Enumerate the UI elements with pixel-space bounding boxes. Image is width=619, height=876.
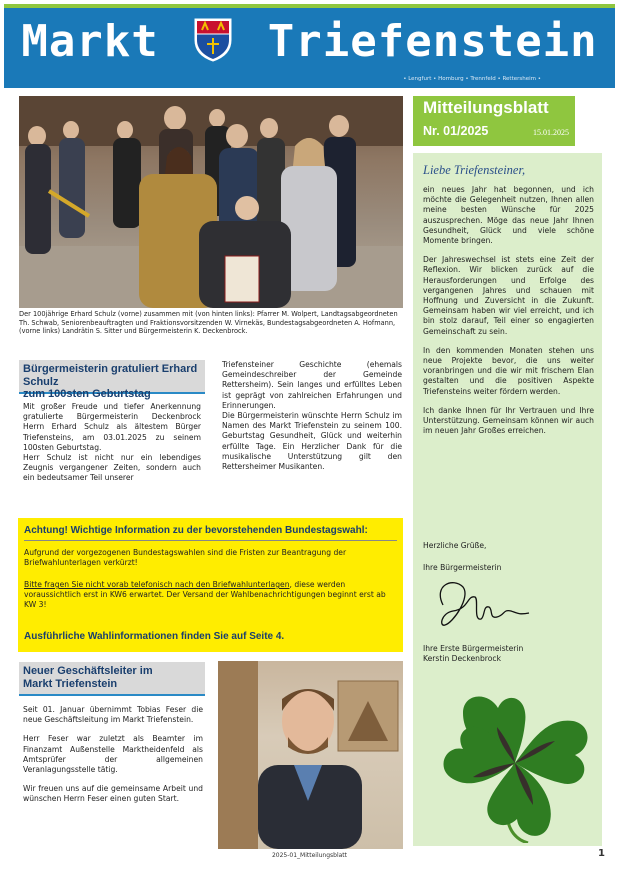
article2-headline-line: Neuer Geschäftsleiter im: [23, 665, 153, 677]
article2-body: [23, 705, 203, 814]
mayor-letter: [413, 153, 602, 846]
article1-paragraph: Mit großer Freude und tiefer Anerkennung gratulierte Bürgermeisterin Deckenbrock Herrn Erhard Schulz als ältestem Bürger Triefensteins, am 03.01.2025 zu seinem 100sten Geburtstag.: [23, 402, 201, 452]
warning-underlined-text: Bitte fragen Sie nicht vorab telefonisch nach den Briefwahlunterlagen: [24, 580, 290, 589]
masthead-green-line: [4, 4, 615, 8]
article2-headline: [19, 662, 205, 696]
election-warning-box: [18, 518, 403, 652]
warning-headline: Achtung! Wichtige Information zu der bevorstehenden Bundestagswahl:: [24, 525, 368, 536]
issue-date: 15.01.2025: [533, 128, 569, 137]
coat-of-arms-icon: [192, 16, 234, 62]
article1-headline: [19, 360, 205, 400]
warning-text: , diese werden voraussichtlich erst in KW6 erwartet. Der Versand der Wahlbenachrichtigungen beginnt erst ab KW 3!: [24, 580, 386, 610]
article1-headline-line: Bürgermeisterin gratuliert Erhard Schulz: [23, 363, 198, 388]
letter-closing: Herzliche Grüße,: [423, 541, 487, 550]
warning-divider: [24, 540, 397, 541]
letter-sign-title: Ihre Bürgermeisterin: [423, 563, 502, 572]
article1-paragraph: Triefensteiner Geschichte (ehemals Gemeindeschreiber der Gemeinde Rettersheim). Sein langes und erfülltes Leben ist geprägt von zahlreichen Erfahrungen und Erinnerungen.: [222, 360, 402, 410]
photo-caption: Der 100jährige Erhard Schulz (vorne) zusammen mit (von hinten links): Pfarrer M. Wolpert, Landtagsabgeordneten Th. Schwab, Seniorenbeauftragten und Fraktionsvorsitzenden W. Virnekäs, Bundestagsabgeordneten A. Hofmann, (vorne links) Landrätin S. Sitter und Bürgermeisterin K. Deckenbrock.: [19, 310, 398, 336]
letter-greeting: Liebe Triefensteiner,: [423, 163, 526, 177]
issue-number: Nr. 01/2025: [423, 124, 489, 138]
warning-paragraph: Aufgrund der vorgezogenen Bundestagswahlen sind die Fristen zur Beantragung der Briefwahlunterlagen verkürzt!: [24, 548, 347, 568]
masthead-title: [4, 16, 615, 67]
article1-headline-line: zum 100sten Geburtstag: [23, 388, 151, 400]
warning-reference: Ausführliche Wahlinformationen finden Sie auf Seite 4.: [24, 631, 285, 642]
article1-paragraph: Die Bürgermeisterin wünschte Herrn Schulz im Namen des Markt Triefenstein zu seinem 100. Geburtstag Gesundheit, Glück und weiterhin erfüllte Tage. Ein Herzlicher Dank für die musikalische Unterstützung gilt den Rettersheimer Musikanten.: [222, 411, 402, 472]
article2-headline-line: Markt Triefenstein: [23, 677, 118, 690]
title-left: Markt: [21, 16, 159, 67]
letter-paragraph: Der Jahreswechsel ist stets eine Zeit der Reflexion. Wir blicken zurück auf die Herausforderungen und Erfolge des vergangenen Jahres und schauen mit Hoffnung und Zuversicht in die Zukunft. Gemeinsam haben wir viel erreicht, und ich bin stolz darauf, Teil einer so engagierten Gemeinschaft zu sein.: [423, 255, 594, 336]
portrait-illustration: [218, 661, 403, 849]
article2-paragraph: Wir freuen uns auf die gemeinsame Arbeit und wünschen Herrn Feser einen guten Start.: [23, 784, 203, 804]
letter-sign-role: Ihre Erste Bürgermeisterin: [423, 644, 524, 653]
group-photo-illustration: [19, 96, 403, 308]
article2-paragraph: Seit 01. Januar übernimmt Tobias Feser die neue Geschäftsleitung im Markt Triefenstein.: [23, 705, 203, 725]
article1-column-right: [222, 360, 402, 481]
letter-paragraph: In den kommenden Monaten stehen uns neue Projekte bevor, die uns weiter voranbringen und die wir mit frischem Elan gestalten und die positiven Aspekte Triefensteins weiter fördern werden.: [423, 345, 594, 396]
signature-icon: [423, 575, 533, 633]
footer-filename: 2025-01_Mitteilungsblatt: [271, 852, 348, 859]
letter-paragraph: ein neues Jahr hat begonnen, und ich möchte die Gelegenheit nutzen, Ihnen allen meine besten Wünsche für 2025 auszusprechen. Möge das neue Jahr Ihnen Gesundheit, Glück und viele schöne Momente bringen.: [423, 185, 594, 246]
article1-paragraph: Herr Schulz ist nicht nur ein lebendiges Zeugnis vergangener Zeiten, sondern auch ein bedeutsamer Teil unserer: [23, 453, 201, 483]
letter-sign-name: Kerstin Deckenbrock: [423, 654, 501, 663]
issue-title: Mitteilungsblatt: [423, 98, 549, 117]
letter-body: [423, 185, 594, 445]
letter-signature-block: [423, 644, 523, 664]
group-photo: [19, 96, 403, 308]
masthead-places: • Lengfurt • Homburg • Trennfeld • Rettersheim •: [403, 76, 541, 82]
portrait-photo: [218, 661, 403, 849]
issue-box: [413, 96, 575, 146]
title-right: Triefenstein: [267, 16, 598, 67]
page-number: 1: [598, 848, 605, 859]
warning-paragraph: [24, 580, 397, 611]
letter-paragraph: Ich danke Ihnen für Ihr Vertrauen und Ihre Unterstützung. Gemeinsam können wir auch im neuen Jahr Großes erreichen.: [423, 405, 594, 436]
masthead: [4, 4, 615, 88]
article1-column-left: [23, 402, 201, 493]
article2-paragraph: Herr Feser war zuletzt als Beamter im Finanzamt Außenstelle Marktheidenfeld als Amtsprüfer der allgemeinen Veranlagungsstelle tätig.: [23, 734, 203, 775]
four-leaf-clover-icon: [433, 683, 598, 843]
